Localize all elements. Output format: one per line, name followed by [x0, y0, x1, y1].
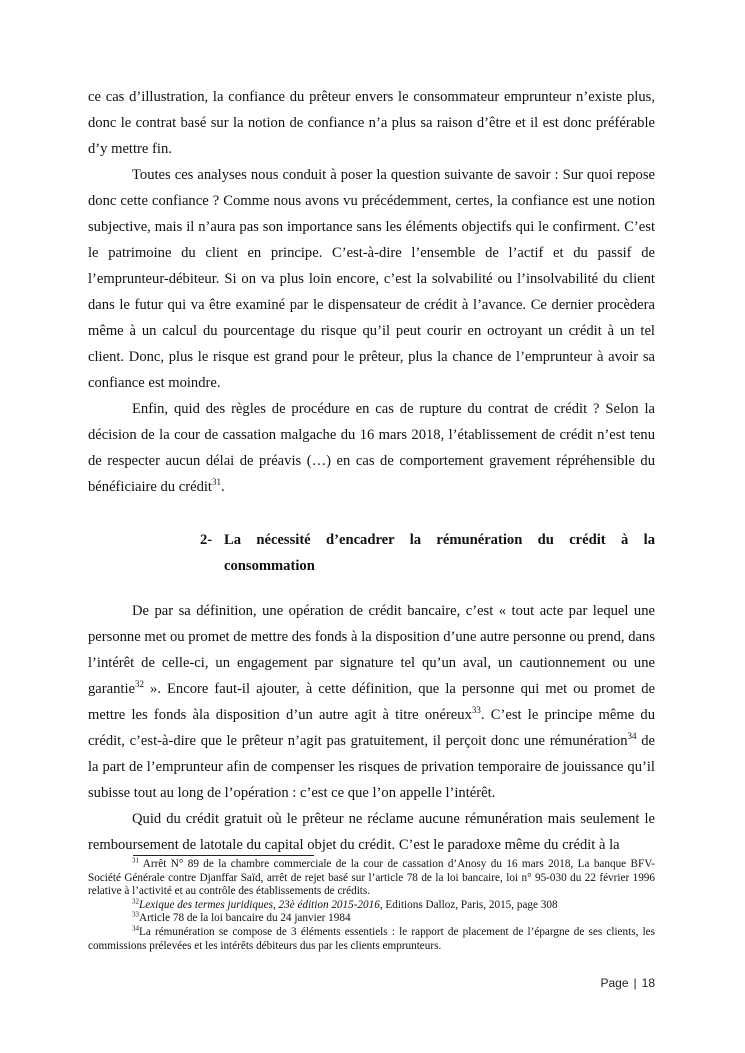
footer-separator: | [633, 976, 637, 990]
section-number: 2- [200, 532, 213, 548]
page-footer [600, 976, 655, 990]
footnote-ref-32: 32 [135, 679, 144, 690]
section-title: La nécessité d’encadrer la rémunération du crédit à la consommation [224, 532, 655, 574]
footnote-ref-33: 33 [471, 705, 481, 716]
paragraph-3: Enfin, quid des règles de procédure en cas de rupture du contrat de crédit ? Selon la décision de la cour de cassation malgache du 16 mars 2018, l’établissement de crédit n’est tenu de respecter aucun délai de préavis (…) en cas de comportement gravement répréhensible du bénéficiaire du crédit$^{31}$. [88, 401, 655, 495]
footnotes [88, 858, 655, 953]
footnote-31: $^{31}$ Arrêt N° 89 de la chambre commerciale de la cour de cassation d’Anosy du 16 mars 2018, La banque BFV-Société Générale contre Djanffar Saïd, arrêt de rejet basé sur l’article 78 de la loi bancaire, loi n° 95-030 du 22 février 1996 relative à l’activité et au contrôle des établissements de crédits. [88, 856, 655, 898]
paragraph-4: De par sa définition, une opération de crédit bancaire, c’est « tout acte par lequel une personne met ou promet de mettre des fonds à la disposition d’une autre personne ou prend, dans l’intérêt de celle-ci, un engagement par signature tel qu’un aval, un cautionnement ou une garantie$^{32}$ ». Encore faut-il ajouter, à cette définition, que la personne qui met ou promet de mettre les fonds àla disposition d’un autre agit à titre onéreux$^{33}$. C’est le principe même du crédit, c’est-à-dire que le prêteur n’agit pas gratuitement, il perçoit donc une rémunération$^{34}$ de la part de l’emprunteur afin de compenser les risques de privation temporaire de jouissance qu’il subisse tout au long de l’opération : c’est ce que l’on appelle l’intérêt. [88, 603, 655, 801]
footnote-separator [133, 855, 314, 856]
footnote-34: $^{34}$La rémunération se compose de 3 éléments essentiels : le rapport de placement de l’épargne de ses clients, les commissions prélevées et les intérêts débiteurs dus par les clients emprunteurs. [88, 924, 655, 952]
paragraph-1: ce cas d’illustration, la confiance du prêteur envers le consommateur emprunteur n’existe plus, donc le contrat basé sur la notion de confiance n’a plus sa raison d’être et il est donc préférable d’y mettre fin. [88, 89, 655, 157]
page-label: Page [600, 976, 629, 990]
footnote-32: $^{32}$Lexique des termes juridiques, 23è édition 2015-2016, Editions Dalloz, Paris, 2015, page 308 [132, 897, 558, 911]
page-body [88, 84, 655, 858]
section-heading [200, 527, 655, 579]
page-number: 18 [641, 976, 655, 990]
footnote-ref-34: 34 [627, 731, 637, 742]
footnote-33: $^{33}$Article 78 de la loi bancaire du 24 janvier 1984 [132, 910, 351, 925]
paragraph-2: Toutes ces analyses nous conduit à poser la question suivante de savoir : Sur quoi repose donc cette confiance ? Comme nous avons vu précédemment, certes, la confiance est une notion subjective, mais il n’aura pas son importance sans les éléments objectifs qui le confirment. C’est le patrimoine du client en principe. C’est-à-dire l’ensemble de l’actif et du passif de l’emprunteur-débiteur. Si on va plus loin encore, c’est la solvabilité ou l’insolvabilité du client dans le futur qui va être examiné par le dispensateur de crédit à l’avance. Ce dernier procèdera même à un calcul du pourcentage du risque qu’il peut courir en octroyant un crédit à un tel client. Donc, plus le risque est grand pour le prêteur, plus la chance de l’emprunteur à avoir sa confiance est moindre. [88, 167, 655, 391]
paragraph-5: Quid du crédit gratuit où le prêteur ne réclame aucune rémunération mais seulement le remboursement de latotale du capital objet du crédit. C’est le paradoxe même du crédit à la [88, 811, 655, 853]
footnote-ref-31: 31 [211, 477, 221, 488]
